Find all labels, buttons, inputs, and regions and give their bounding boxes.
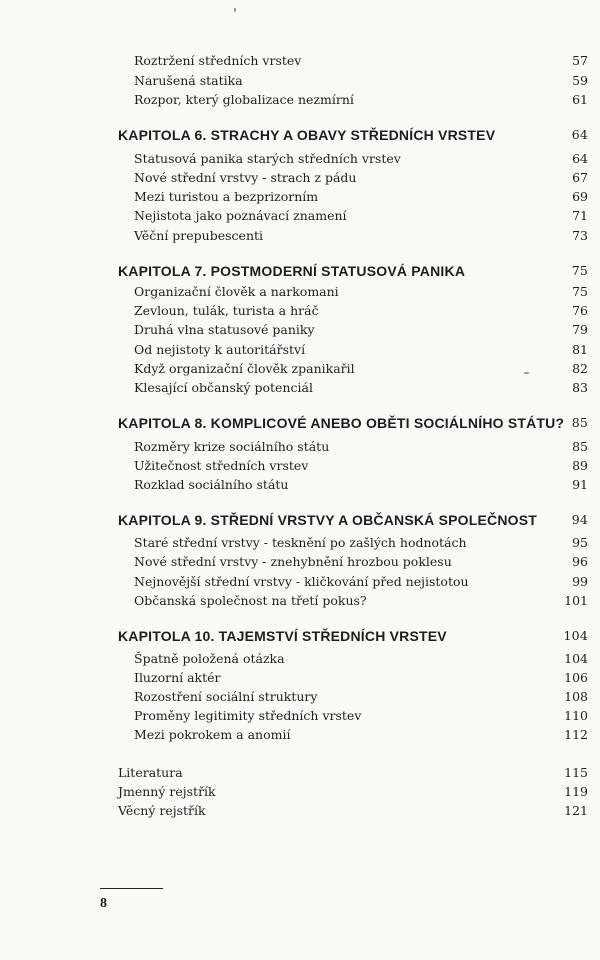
entry-page-number: 85 bbox=[571, 415, 588, 430]
entry-page-number: 119 bbox=[564, 784, 588, 799]
chapter-heading bbox=[0, 626, 600, 646]
entry-page-number: 69 bbox=[572, 189, 588, 204]
entry-title: Druhá vlna statusové paniky bbox=[134, 322, 315, 337]
chapter-heading bbox=[0, 413, 600, 433]
print-speck bbox=[234, 8, 236, 12]
toc-entry bbox=[0, 725, 600, 745]
toc-entry bbox=[0, 359, 600, 379]
entry-page-number: 112 bbox=[564, 727, 588, 742]
entry-page-number: 104 bbox=[564, 651, 588, 666]
entry-page-number: 99 bbox=[572, 574, 588, 589]
entry-page-number: 106 bbox=[564, 670, 588, 685]
entry-page-number: 79 bbox=[572, 322, 588, 337]
page-number: 8 bbox=[100, 896, 107, 911]
entry-title: Věcný rejstřík bbox=[118, 803, 206, 818]
toc-entry bbox=[0, 591, 600, 611]
toc-entry bbox=[0, 687, 600, 707]
toc-entry bbox=[0, 552, 600, 572]
entry-page-number: 64 bbox=[572, 151, 588, 166]
entry-page-number: 108 bbox=[564, 689, 588, 704]
toc-entry bbox=[0, 456, 600, 476]
entry-title: KAPITOLA 10. TAJEMSTVÍ STŘEDNÍCH VRSTEV bbox=[118, 628, 447, 644]
toc-entry bbox=[0, 90, 600, 110]
entry-page-number: 89 bbox=[572, 458, 588, 473]
toc-entry bbox=[0, 301, 600, 321]
toc-entry bbox=[0, 168, 600, 188]
entry-title: Rozpor, který globalizace nezmírní bbox=[134, 92, 354, 107]
entry-title: Narušená statika bbox=[134, 73, 243, 88]
entry-page-number: 104 bbox=[563, 628, 588, 643]
entry-page-number: 71 bbox=[572, 208, 588, 223]
toc-entry bbox=[0, 226, 600, 246]
entry-page-number: 73 bbox=[572, 228, 588, 243]
entry-page-number: 61 bbox=[572, 92, 588, 107]
entry-title: Nové střední vrstvy - znehybnění hrozbou poklesu bbox=[134, 554, 452, 569]
toc-entry bbox=[0, 282, 600, 302]
entry-title: Věční prepubescenti bbox=[134, 228, 264, 243]
entry-title: Zevloun, tulák, turista a hráč bbox=[134, 303, 319, 318]
entry-page-number: 96 bbox=[572, 554, 588, 569]
back-matter-entry bbox=[0, 782, 600, 802]
toc-entry bbox=[0, 71, 600, 91]
entry-title: Literatura bbox=[118, 765, 183, 780]
entry-page-number: 83 bbox=[572, 380, 588, 395]
entry-page-number: 121 bbox=[564, 803, 588, 818]
toc-entry bbox=[0, 572, 600, 592]
entry-title: Mezi pokrokem a anomií bbox=[134, 727, 291, 742]
entry-title: Mezi turistou a bezprizorním bbox=[134, 189, 319, 204]
entry-title: Organizační člověk a narkomani bbox=[134, 284, 339, 299]
entry-title: Roztržení středních vrstev bbox=[134, 53, 302, 68]
entry-title: KAPITOLA 9. STŘEDNÍ VRSTVY A OBČANSKÁ SPOLEČNOST bbox=[118, 512, 538, 528]
entry-title: Staré střední vrstvy - tesknění po zašlých hodnotách bbox=[134, 535, 467, 550]
entry-page-number: 95 bbox=[572, 535, 588, 550]
entry-title: Klesající občanský potenciál bbox=[134, 380, 313, 395]
print-speck bbox=[524, 372, 529, 374]
entry-title: Nejistota jako poznávací znamení bbox=[134, 208, 347, 223]
entry-title: Od nejistoty k autoritářství bbox=[134, 342, 306, 357]
entry-title: Statusová panika starých středních vrstev bbox=[134, 151, 401, 166]
entry-title: Nejnovější střední vrstvy - kličkování před nejistotou bbox=[134, 574, 469, 589]
chapter-heading bbox=[0, 510, 600, 530]
entry-title: Občanská společnost na třetí pokus? bbox=[134, 593, 367, 608]
entry-title: KAPITOLA 7. POSTMODERNÍ STATUSOVÁ PANIKA bbox=[118, 263, 466, 279]
entry-title: Proměny legitimity středních vrstev bbox=[134, 708, 362, 723]
entry-title: Jmenný rejstřík bbox=[118, 784, 216, 799]
entry-page-number: 101 bbox=[564, 593, 588, 608]
toc-entry bbox=[0, 149, 600, 169]
toc-entry bbox=[0, 320, 600, 340]
chapter-heading bbox=[0, 261, 600, 281]
toc-entry bbox=[0, 533, 600, 553]
entry-title: KAPITOLA 8. KOMPLICOVÉ ANEBO OBĚTI SOCIÁLNÍHO STÁTU? bbox=[118, 415, 565, 431]
entry-page-number: 115 bbox=[564, 765, 588, 780]
entry-title: KAPITOLA 6. STRACHY A OBAVY STŘEDNÍCH VRSTEV bbox=[118, 127, 496, 143]
entry-page-number: 67 bbox=[572, 170, 588, 185]
entry-page-number: 94 bbox=[571, 512, 588, 527]
entry-title: Nové střední vrstvy - strach z pádu bbox=[134, 170, 357, 185]
entry-page-number: 64 bbox=[571, 127, 588, 142]
entry-page-number: 82 bbox=[572, 361, 588, 376]
toc-entry bbox=[0, 649, 600, 669]
entry-page-number: 85 bbox=[572, 439, 588, 454]
toc-entry bbox=[0, 340, 600, 360]
entry-title: Rozostření sociální struktury bbox=[134, 689, 318, 704]
entry-title: Špatně položená otázka bbox=[134, 651, 285, 666]
entry-page-number: 91 bbox=[572, 477, 588, 492]
entry-page-number: 76 bbox=[572, 303, 588, 318]
entry-title: Rozklad sociálního státu bbox=[134, 477, 289, 492]
entry-title: Užitečnost středních vrstev bbox=[134, 458, 309, 473]
back-matter-entry bbox=[0, 801, 600, 821]
entry-title: Rozměry krize sociálního státu bbox=[134, 439, 330, 454]
entry-page-number: 110 bbox=[564, 708, 588, 723]
toc-entry bbox=[0, 706, 600, 726]
entry-page-number: 75 bbox=[571, 263, 588, 278]
entry-page-number: 81 bbox=[572, 342, 588, 357]
entry-title: Iluzorní aktér bbox=[134, 670, 221, 685]
toc-entry bbox=[0, 51, 600, 71]
entry-title: Když organizační člověk zpanikařil bbox=[134, 361, 355, 376]
chapter-heading bbox=[0, 125, 600, 145]
footer-rule bbox=[100, 888, 163, 889]
entry-page-number: 57 bbox=[572, 53, 588, 68]
toc-entry bbox=[0, 378, 600, 398]
back-matter-entry bbox=[0, 763, 600, 783]
toc-entry bbox=[0, 206, 600, 226]
entry-page-number: 75 bbox=[572, 284, 588, 299]
toc-entry bbox=[0, 437, 600, 457]
toc-entry bbox=[0, 187, 600, 207]
entry-page-number: 59 bbox=[572, 73, 588, 88]
toc-entry bbox=[0, 668, 600, 688]
toc-entry bbox=[0, 475, 600, 495]
